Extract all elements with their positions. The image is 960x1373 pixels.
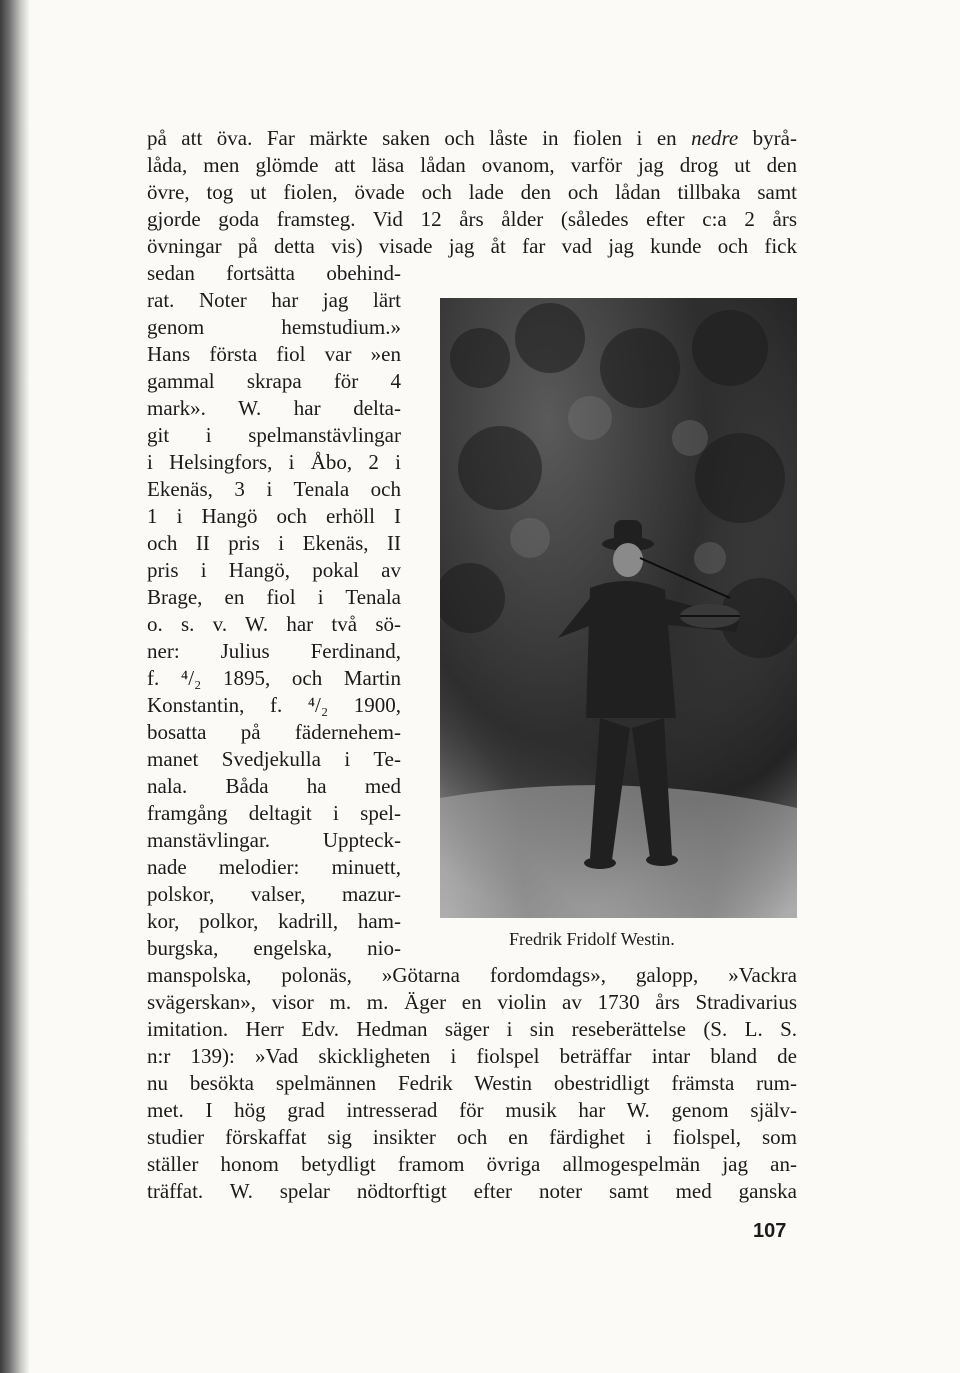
text-line-narrow: f. ⁴/₂ 1895, och Martin <box>147 666 401 690</box>
text-line-narrow: git i spelmanstävlingar <box>147 423 401 447</box>
text-line-narrow: Konstantin, f. ⁴/₂ 1900, <box>147 693 401 717</box>
text-line-narrow: rat. Noter har jag lärt <box>147 288 401 312</box>
violinist-photo <box>440 298 797 918</box>
text-line-bottom: n:r 139): »Vad skickligheten i fiolspel beträffar intar bland de <box>147 1044 797 1068</box>
photo-caption: Fredrik Fridolf Westin. <box>509 929 675 949</box>
text-line-bottom: träffat. W. spelar nödtorftigt efter noter samt med ganska <box>147 1179 797 1203</box>
text-line-narrow: 1 i Hangö och erhöll I <box>147 504 401 528</box>
text-line-narrow: och II pris i Ekenäs, II <box>147 531 401 555</box>
page-number: 107 <box>753 1220 787 1242</box>
text-line-bottom: svägerskan», visor m. m. Äger en violin av 1730 års Stradivarius <box>147 990 797 1014</box>
text-line-4: gjorde goda framsteg. Vid 12 års ålder (således efter c:a 2 års <box>147 207 797 231</box>
text-line-6: sedan fortsätta obehind- <box>147 261 401 285</box>
violinist-illustration <box>440 298 797 918</box>
text-line-bottom: met. I hög grad intresserad för musik har W. genom själv- <box>147 1098 797 1122</box>
text-line-2: låda, men glömde att läsa lådan ovanom, varför jag drog ut den <box>147 153 797 177</box>
text-line-narrow: pris i Hangö, pokal av <box>147 558 401 582</box>
text-line-1: på att öva. Far märkte saken och låste in fiolen i en nedre byrå- <box>147 126 797 150</box>
text-line-narrow: framgång deltagit i spel- <box>147 801 401 825</box>
text-line-3: övre, tog ut fiolen, övade och lade den och lådan tillbaka samt <box>147 180 797 204</box>
text-line-narrow: ner: Julius Ferdinand, <box>147 639 401 663</box>
text-line-narrow: Hans första fiol var »en <box>147 342 401 366</box>
text-line-narrow: manet Svedjekulla i Te- <box>147 747 401 771</box>
text-line-narrow: Brage, en fiol i Tenala <box>147 585 401 609</box>
book-spine-shadow <box>0 0 30 1373</box>
text-line-narrow: nala. Båda ha med <box>147 774 401 798</box>
text-line-bottom: studier förskaffat sig insikter och en färdighet i fiolspel, som <box>147 1125 797 1149</box>
text-line-narrow: kor, polkor, kadrill, ham- <box>147 909 401 933</box>
text-line-narrow: manstävlingar. Uppteck- <box>147 828 401 852</box>
text-line-narrow: polskor, valser, mazur- <box>147 882 401 906</box>
text-line-narrow: i Helsingfors, i Åbo, 2 i <box>147 450 401 474</box>
text-line-narrow: gammal skrapa för 4 <box>147 369 401 393</box>
text-line-narrow: mark». W. har delta- <box>147 396 401 420</box>
text-line-narrow: o. s. v. W. har två sö- <box>147 612 401 636</box>
text-line-narrow: bosatta på fädernehem- <box>147 720 401 744</box>
text-line-bottom: manspolska, polonäs, »Götarna fordomdags», galopp, »Vackra <box>147 963 797 987</box>
text-line-narrow: nade melodier: minuett, <box>147 855 401 879</box>
text-line-bottom: imitation. Herr Edv. Hedman säger i sin reseberättelse (S. L. S. <box>147 1017 797 1041</box>
text-line-narrow: burgska, engelska, nio- <box>147 936 401 960</box>
text-line-narrow: Ekenäs, 3 i Tenala och <box>147 477 401 501</box>
text-line-bottom: ställer honom betydligt framom övriga allmogespelmän jag an- <box>147 1152 797 1176</box>
text-line-narrow: genom hemstudium.» <box>147 315 401 339</box>
text-line-5: övningar på detta vis) visade jag åt far vad jag kunde och fick <box>147 234 797 258</box>
text-line-bottom: nu besökta spelmännen Fedrik Westin obestridligt främsta rum- <box>147 1071 797 1095</box>
